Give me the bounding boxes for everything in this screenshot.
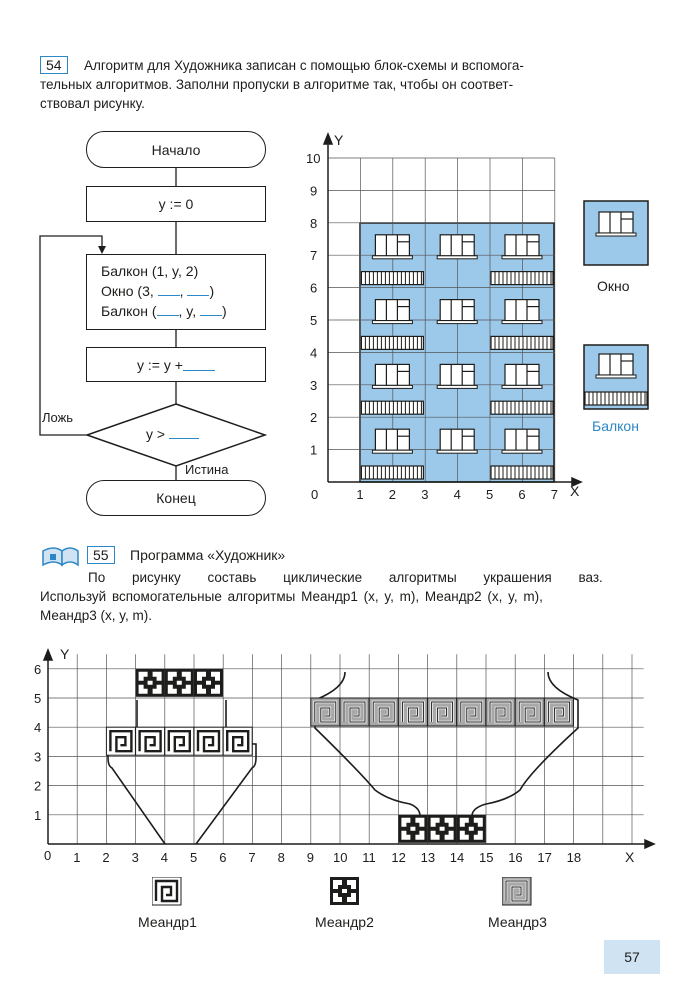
task-54-line-3: ствовал рисунку. bbox=[40, 96, 145, 111]
meander1-tile bbox=[136, 727, 165, 755]
y-tick-label: 1 bbox=[34, 807, 42, 823]
meander2-tile bbox=[136, 669, 165, 697]
flowchart-end bbox=[86, 480, 266, 516]
legend-balcony-icon bbox=[583, 344, 649, 410]
pattern-3-icon bbox=[502, 877, 532, 907]
task-55-line-3: Меандр3 (x, y, m). bbox=[40, 608, 153, 623]
condition-label: y > bbox=[146, 426, 169, 442]
x-tick-label: 6 bbox=[219, 850, 227, 865]
legend-window-icon bbox=[583, 200, 649, 266]
meander2-foot-tile bbox=[457, 815, 486, 843]
task-54-number: 54 bbox=[40, 56, 68, 74]
x-tick-label: 1 bbox=[73, 850, 81, 865]
x-tick-label: 15 bbox=[479, 850, 494, 865]
y-tick-label: 6 bbox=[310, 280, 318, 296]
body-line-window bbox=[101, 281, 265, 301]
window-icon bbox=[372, 429, 412, 453]
window-icon bbox=[502, 235, 542, 259]
false-label: Ложь bbox=[42, 410, 74, 425]
vase-x-axis-label: X bbox=[625, 849, 635, 865]
init-label: y := 0 bbox=[158, 196, 194, 212]
y-tick-label: 3 bbox=[34, 749, 42, 765]
x-tick-label: 7 bbox=[550, 487, 559, 502]
meander3-tile bbox=[311, 698, 340, 726]
meander3-tile bbox=[486, 698, 515, 726]
y-tick-label: 2 bbox=[34, 778, 42, 794]
balcony-rail-icon bbox=[491, 466, 553, 479]
window-icon bbox=[372, 300, 412, 324]
window-m-blank[interactable] bbox=[187, 283, 209, 296]
pattern-2-label: Меандр2 bbox=[315, 914, 374, 930]
page-number: 57 bbox=[604, 940, 660, 974]
window-y-blank[interactable] bbox=[158, 283, 180, 296]
balcony-rail-icon bbox=[361, 466, 423, 479]
end-label: Конец bbox=[156, 490, 196, 506]
x-tick-label: 8 bbox=[277, 850, 285, 865]
meander1-tile bbox=[165, 727, 194, 755]
true-label: Истина bbox=[185, 462, 229, 477]
building-grid bbox=[300, 128, 590, 518]
window-icon bbox=[372, 364, 412, 388]
building-x-axis-label: X bbox=[570, 483, 580, 499]
building-origin-label: 0 bbox=[311, 487, 319, 502]
window-icon bbox=[502, 300, 542, 324]
x-tick-label: 18 bbox=[566, 850, 582, 865]
task-55-number: 55 bbox=[87, 546, 115, 564]
y-tick-label: 8 bbox=[310, 215, 318, 231]
meander2-tile bbox=[165, 669, 194, 697]
x-tick-label: 7 bbox=[248, 850, 256, 865]
x-tick-label: 17 bbox=[537, 850, 552, 865]
x-tick-label: 3 bbox=[421, 487, 429, 502]
meander2-foot-tile bbox=[398, 815, 427, 843]
flowchart-body bbox=[86, 254, 266, 330]
y-tick-label: 5 bbox=[34, 691, 42, 706]
meander3-tile bbox=[398, 698, 427, 726]
flowchart-start bbox=[86, 131, 266, 168]
condition-label-wrap bbox=[146, 426, 199, 442]
meander2-tile bbox=[194, 669, 223, 697]
vase-origin-label: 0 bbox=[44, 848, 52, 863]
y-tick-label: 4 bbox=[34, 720, 42, 736]
balcony-rail-icon bbox=[361, 272, 423, 285]
vase-grid bbox=[0, 640, 700, 880]
legend-balcony-label: Балкон bbox=[592, 418, 639, 434]
meander1-tile bbox=[223, 727, 252, 755]
window-call-prefix: Окно (3, bbox=[101, 283, 158, 299]
big-vase-outline bbox=[315, 672, 578, 816]
window-icon bbox=[502, 429, 542, 453]
y-tick-label: 9 bbox=[310, 183, 318, 199]
start-label: Начало bbox=[151, 141, 201, 158]
window-icon bbox=[502, 364, 542, 388]
balcony-rail-icon bbox=[491, 401, 553, 414]
balcony-rail-icon bbox=[491, 336, 553, 349]
window-icon bbox=[437, 300, 477, 324]
balcony-m-blank[interactable] bbox=[200, 303, 222, 316]
y-tick-label: 1 bbox=[310, 442, 318, 458]
task-54-line-1: Алгоритм для Художника записан с помощью блок-схемы и вспомога- bbox=[84, 58, 524, 73]
x-tick-label: 10 bbox=[333, 850, 348, 865]
x-tick-label: 1 bbox=[356, 487, 364, 502]
x-tick-label: 2 bbox=[388, 487, 397, 502]
window-icon bbox=[372, 235, 412, 259]
increment-label: y := y + bbox=[137, 356, 183, 373]
meander3-tile bbox=[457, 698, 486, 726]
x-tick-label: 13 bbox=[420, 850, 436, 865]
x-tick-label: 16 bbox=[508, 850, 523, 865]
x-tick-label: 4 bbox=[160, 850, 169, 865]
meander3-tile bbox=[544, 698, 573, 726]
meander3-tile bbox=[369, 698, 398, 726]
pattern-3-label: Меандр3 bbox=[488, 914, 547, 930]
vase-y-axis-label: Y bbox=[60, 646, 70, 662]
book-icon bbox=[40, 545, 80, 569]
x-tick-label: 4 bbox=[453, 487, 461, 502]
body-line-balcony-2 bbox=[101, 301, 265, 321]
balcony-rail-icon bbox=[491, 272, 553, 285]
balcony-call-mid: , y, bbox=[178, 303, 201, 319]
balcony-rail-icon bbox=[361, 336, 423, 349]
body-line-balcony-1: Балкон (1, y, 2) bbox=[101, 263, 199, 279]
flowchart-increment bbox=[86, 347, 266, 382]
x-tick-label: 12 bbox=[391, 850, 406, 865]
y-tick-label: 10 bbox=[306, 151, 321, 166]
window-call-sep: , bbox=[179, 283, 188, 299]
pattern-2-icon bbox=[330, 877, 360, 907]
meander2-foot-tile bbox=[428, 815, 457, 843]
x-tick-label: 6 bbox=[518, 487, 526, 502]
small-vase-outline bbox=[108, 700, 256, 844]
y-tick-label: 2 bbox=[310, 410, 318, 426]
meander1-tile bbox=[194, 727, 223, 755]
flowchart-init bbox=[86, 186, 266, 222]
condition-blank[interactable] bbox=[169, 426, 199, 439]
balcony-x-blank[interactable] bbox=[157, 303, 179, 316]
legend-window-label: Окно bbox=[597, 278, 630, 294]
x-tick-label: 11 bbox=[362, 850, 376, 865]
balcony-rail-icon bbox=[361, 401, 423, 414]
y-tick-label: 5 bbox=[310, 313, 318, 328]
task-55-line-2: Используй вспомогательные алгоритмы Меандр1 (x, y, m), Меандр2 (x, y, m), bbox=[40, 589, 543, 604]
window-call-suffix: ) bbox=[209, 283, 215, 299]
increment-blank[interactable] bbox=[183, 358, 215, 371]
task-55-title: Программа «Художник» bbox=[130, 547, 286, 563]
y-tick-label: 4 bbox=[310, 345, 318, 361]
task-55-text bbox=[40, 568, 648, 625]
y-tick-label: 3 bbox=[310, 377, 318, 393]
x-tick-label: 2 bbox=[102, 850, 110, 865]
x-tick-label: 5 bbox=[486, 487, 494, 502]
y-tick-label: 7 bbox=[310, 248, 318, 264]
y-tick-label: 6 bbox=[34, 661, 42, 677]
window-icon bbox=[437, 235, 477, 259]
x-tick-label: 9 bbox=[306, 850, 315, 865]
task-54-line-2: тельных алгоритмов. Заполни пропуски в алгоритме так, чтобы он соответ- bbox=[40, 77, 514, 92]
x-tick-label: 3 bbox=[131, 850, 139, 865]
meander3-tile bbox=[515, 698, 544, 726]
window-icon bbox=[437, 364, 477, 388]
pattern-1-label: Меандр1 bbox=[138, 914, 197, 930]
window-icon bbox=[437, 429, 477, 453]
x-tick-label: 14 bbox=[449, 850, 465, 865]
balcony-call-prefix: Балкон ( bbox=[101, 303, 157, 319]
meander1-tile bbox=[106, 727, 135, 755]
meander3-tile bbox=[428, 698, 457, 726]
x-tick-label: 5 bbox=[190, 850, 198, 865]
pattern-1-icon bbox=[152, 877, 182, 907]
balcony-call-suffix: ) bbox=[222, 303, 227, 319]
task-55-line-1: По рисунку составь циклические алгоритмы украшения ваз. bbox=[88, 570, 603, 585]
meander3-tile bbox=[340, 698, 369, 726]
loop-arrow-head bbox=[98, 246, 106, 254]
building-y-axis-label: Y bbox=[334, 132, 344, 148]
